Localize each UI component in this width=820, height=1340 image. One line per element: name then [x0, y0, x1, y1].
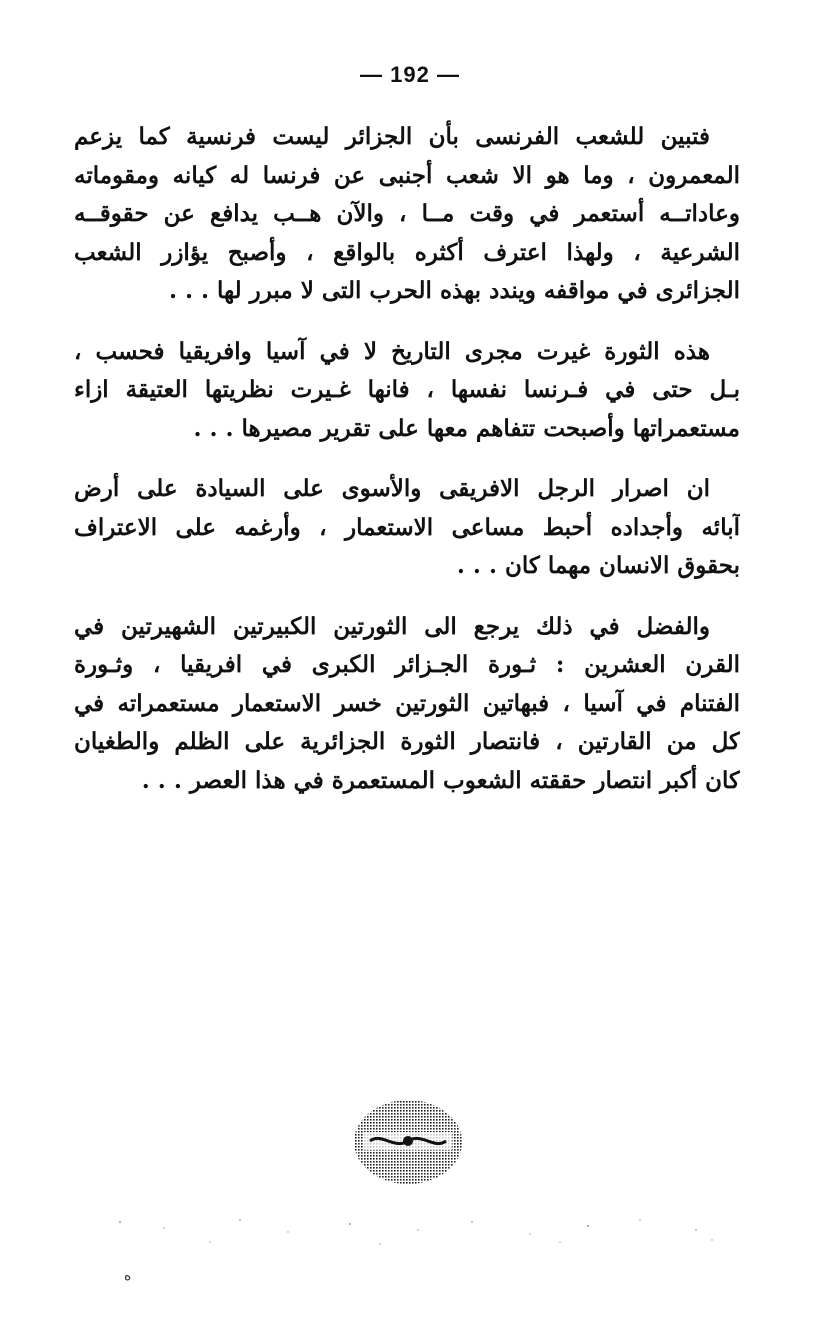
text-line: مستعمراتها وأصبحت تتفاهم معها على تقرير مصيرها . . .: [193, 414, 740, 442]
text-line: القرن العشرين : ثـورة الجـزائر الكبرى في افريقيا ، وثـورة: [74, 651, 740, 678]
body-text: [74, 118, 740, 822]
text-line: والفضل في ذلك يرجع الى الثورتين الكبيرتين الشهيرتين في: [74, 612, 710, 640]
text-line: ان اصرار الرجل الافريقى والأسوى على السيادة على أرض: [74, 475, 710, 502]
paragraph-3: [74, 470, 740, 586]
text-line: كل من القارتين ، فانتصار الثورة الجزائرية على الظلم والطغيان: [74, 728, 740, 755]
text-line: هذه الثورة غيرت مجرى التاريخ لا في آسيا وافريقيا فحسب ،: [74, 337, 710, 365]
page-number: — 192 —: [360, 62, 460, 87]
paragraph-4: [74, 608, 740, 801]
print-speckles: [100, 1210, 740, 1250]
text-line: الشرعية ، ولهذا اعترف أكثره بالواقع ، وأصبح يؤازر الشعب: [74, 238, 740, 266]
paragraph-2: [74, 333, 740, 449]
text-line: آبائه وأجداده أحبط مساعى الاستعمار ، وأرغمه على الاعتراف: [74, 513, 740, 541]
text-line: فتبين للشعب الفرنسى بأن الجزائر ليست فرنسية كما يزعم: [74, 123, 710, 150]
text-line: بـل حتى في فـرنسا نفسها ، فانها غـيرت نظريتها العتيقة ازاء: [74, 376, 740, 403]
text-line: بحقوق الانسان مهما كان . . .: [456, 552, 740, 579]
text-line: المعمرون ، وما هو الا شعب أجنبى عن فرنسا له كيانه ومقوماته: [74, 161, 740, 189]
footer-mark: ه: [124, 1268, 132, 1284]
text-line: الجزائرى في مواقفه ويندد بهذه الحرب التى لا مبرر لها . . .: [168, 277, 740, 304]
dotted-ornament-icon: [352, 1098, 464, 1186]
text-line: وعاداتــه أستعمر في وقت مــا ، والآن هــب يدافع عن حقوقــه: [74, 200, 740, 227]
text-line: كان أكبر انتصار حققته الشعوب المستعمرة في هذا العصر . . .: [141, 766, 740, 794]
text-line: الفتنام في آسيا ، فبهاتين الثورتين خسر الاستعمار مستعمراته في: [74, 689, 740, 717]
paragraph-1: [74, 118, 740, 311]
